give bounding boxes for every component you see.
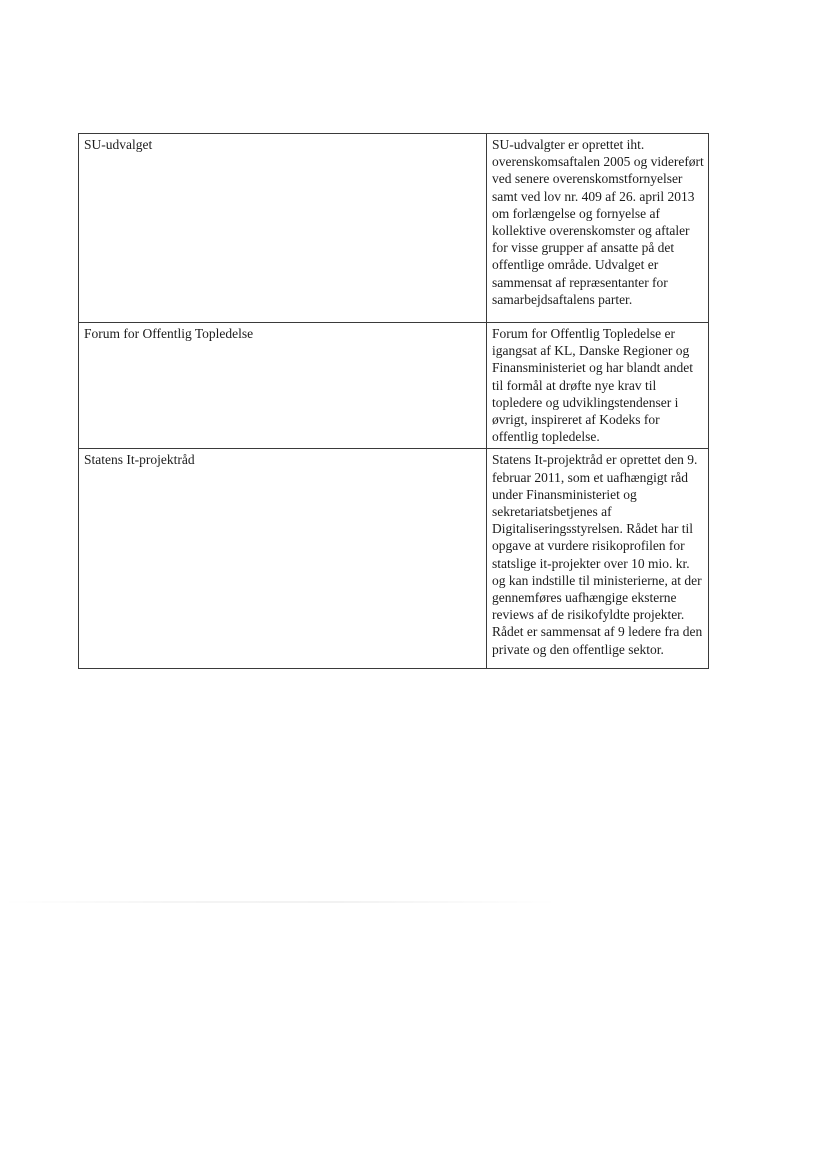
committee-description-cell: Forum for Offentlig Topledelse er igangsat af KL, Danske Regioner og Finansministeriet og har blandt andet til formål at drøfte nye krav til topledere og udviklingstendenser i øvrigt, inspireret af Kodeks for offentlig topledelse.	[487, 323, 709, 449]
committee-description-cell: Statens It-projektråd er oprettet den 9. februar 2011, som et uafhængigt råd under Finansministeriet og sekretariatsbetjenes af Digitaliseringsstyrelsen. Rådet har til opgave at vurdere risikoprofilen for statslige it-projekter over 10 mio. kr. og kan indstille til ministerierne, at der gennemføres uafhængige eksterne reviews af de risikofyldte projekter. Rådet er sammensat af 9 ledere fra den private og den offentlige sektor.	[487, 449, 709, 669]
scan-artifact-line	[0, 901, 560, 903]
committee-name-cell: Forum for Offentlig Topledelse	[79, 323, 487, 449]
table-row	[79, 134, 709, 323]
committee-description-cell: SU-udvalgter er oprettet iht. overenskomsaftalen 2005 og videreført ved senere overenskomstfornyelser samt ved lov nr. 409 af 26. april 2013 om forlængelse og fornyelse af kollektive overenskomster og aftaler for visse grupper af ansatte på det offentlige område. Udvalget er sammensat af repræsentanter for samarbejdsaftalens parter.	[487, 134, 709, 323]
table-row	[79, 449, 709, 669]
committee-name-cell: SU-udvalget	[79, 134, 487, 323]
committee-name-cell: Statens It-projektråd	[79, 449, 487, 669]
table-row	[79, 323, 709, 449]
committees-table	[78, 133, 709, 669]
